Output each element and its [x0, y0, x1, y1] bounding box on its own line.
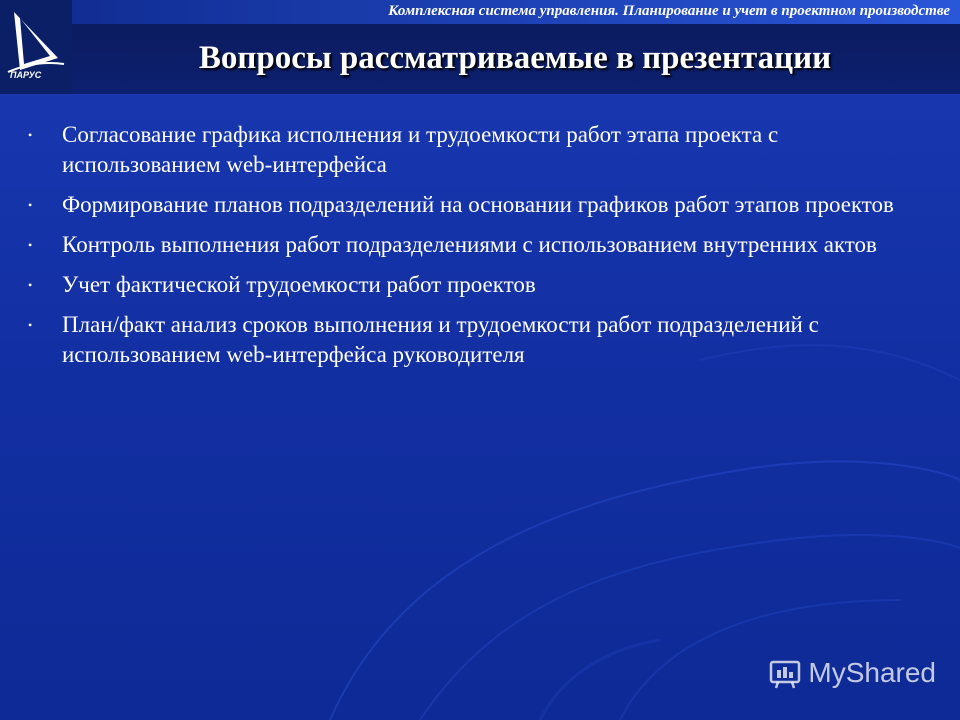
- bullet-icon: •: [28, 278, 33, 292]
- list-item: [28, 270, 928, 300]
- list-item: [28, 310, 928, 370]
- list-item: [28, 120, 928, 180]
- logo-text: ПАРУС: [10, 70, 42, 80]
- bullet-icon: •: [28, 198, 33, 212]
- bullet-text: Учет фактической трудоемкости работ проектов: [62, 272, 536, 297]
- logo: [0, 0, 72, 94]
- slide-title: Вопросы рассматриваемые в презентации: [198, 40, 832, 76]
- bullet-list: [28, 120, 928, 380]
- watermark: [768, 656, 936, 690]
- presentation-subtitle: Комплексная система управления. Планирование и учет в проектном производстве: [388, 3, 950, 19]
- bullet-icon: •: [28, 128, 33, 142]
- bullet-icon: •: [28, 238, 33, 252]
- list-item: [28, 190, 928, 220]
- bullet-icon: •: [28, 318, 33, 332]
- bullet-text: Формирование планов подразделений на основании графиков работ этапов проектов: [62, 192, 894, 217]
- bullet-text: План/факт анализ сроков выполнения и трудоемкости работ подразделений с использованием web-интерфейса руководителя: [62, 312, 819, 367]
- myshared-logo-icon: [768, 656, 802, 690]
- watermark-text: MyShared: [808, 657, 936, 688]
- bullet-text: Контроль выполнения работ подразделениями с использованием внутренних актов: [62, 232, 877, 257]
- list-item: [28, 230, 928, 260]
- bullet-text: Согласование графика исполнения и трудоемкости работ этапа проекта с использованием web-интерфейса: [62, 122, 779, 177]
